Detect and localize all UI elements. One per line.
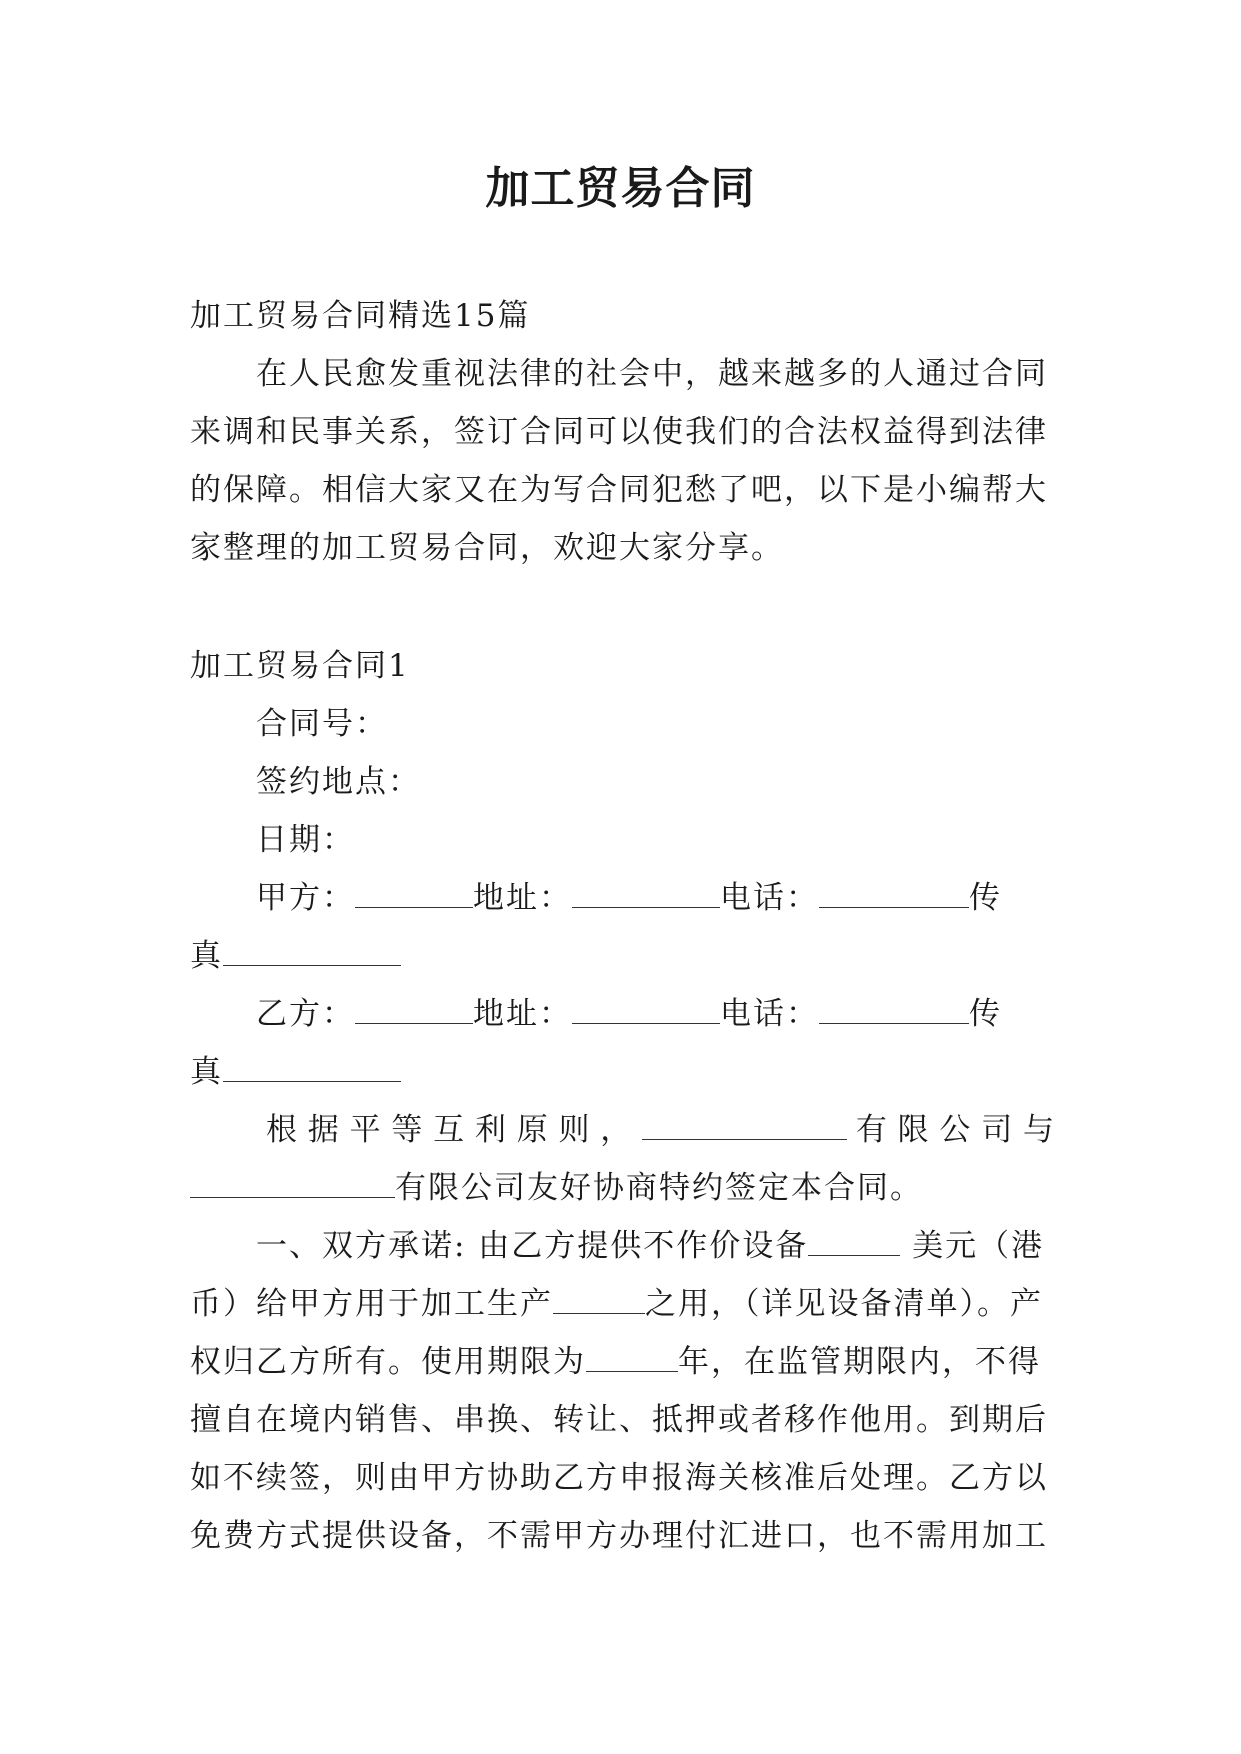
intro-line: 来调和民事关系，签订合同可以使我们的合法权益得到法律	[190, 414, 1048, 450]
party-a-address-label: 地址：	[473, 880, 572, 916]
principle-text: 根据平等互利原则，	[266, 1112, 643, 1148]
years-blank	[586, 1345, 678, 1372]
clause-text: 一、双方承诺: 由乙方提供不作价设备	[256, 1228, 809, 1264]
document-body	[190, 287, 1056, 1565]
party-b-fax-blank	[223, 1055, 401, 1082]
party-b-line	[190, 985, 1056, 1043]
principle-text-end: 有限公司友好协商特约签定本合同。	[395, 1170, 923, 1206]
party-a-phone-label: 电话：	[720, 880, 819, 916]
intro-line: 在人民愈发重视法律的社会中，越来越多的人通过合同	[256, 356, 1048, 392]
section-heading: 加工贸易合同1	[190, 648, 410, 684]
party-b-fax-line	[190, 1043, 1056, 1101]
clause-line	[190, 1217, 1056, 1275]
principle-line	[190, 1101, 1056, 1159]
clause-line: 如不续签，则由甲方协助乙方申报海关核准后处理。乙方以	[190, 1460, 1048, 1496]
party-a-fax-label-cont: 真	[190, 938, 223, 974]
product-blank	[553, 1287, 645, 1314]
contract-number-label: 合同号：	[256, 706, 388, 742]
party-a-address-blank	[572, 881, 720, 908]
party-a-phone-blank	[819, 881, 969, 908]
intro-line: 的保障。相信大家又在为写合同犯愁了吧，以下是小编帮大	[190, 472, 1048, 508]
date-label: 日期：	[256, 822, 355, 858]
party-b-fax-label-cont: 真	[190, 1054, 223, 1090]
company-blank	[190, 1171, 395, 1198]
amount-blank	[808, 1229, 900, 1256]
document-title: 加工贸易合同	[485, 163, 756, 214]
party-b-phone-blank	[819, 997, 969, 1024]
clause-text-cont: 年，在监管期限内，不得	[678, 1344, 1041, 1380]
party-a-fax-line	[190, 927, 1056, 985]
paragraph-gap	[190, 577, 1056, 637]
principle-text-cont: 有限公司与	[847, 1112, 1056, 1148]
clause-text: 权归乙方所有。使用期限为	[190, 1344, 586, 1380]
party-a-line	[190, 869, 1056, 927]
party-b-fax-label: 传	[969, 996, 1002, 1032]
party-a-label: 甲方：	[256, 880, 355, 916]
clause-line: 免费方式提供设备，不需甲方办理付汇进口，也不需用加工	[190, 1518, 1048, 1554]
party-a-fax-blank	[223, 939, 401, 966]
party-b-label: 乙方：	[256, 996, 355, 1032]
principle-line-2	[190, 1159, 1056, 1217]
clause-line	[190, 1333, 1056, 1391]
subtitle: 加工贸易合同精选15篇	[190, 298, 531, 334]
clause-text-cont: 之用，（详见设备清单）。产	[645, 1286, 1043, 1322]
clause-text: 币）给甲方用于加工生产	[190, 1286, 553, 1322]
company-blank	[642, 1113, 847, 1140]
party-b-name-blank	[355, 997, 473, 1024]
party-b-address-blank	[572, 997, 720, 1024]
party-b-phone-label: 电话：	[720, 996, 819, 1032]
clause-line: 擅自在境内销售、串换、转让、抵押或者移作他用。到期后	[190, 1402, 1048, 1438]
party-a-name-blank	[355, 881, 473, 908]
clause-line	[190, 1275, 1056, 1333]
sign-place-label: 签约地点：	[256, 764, 421, 800]
intro-line: 家整理的加工贸易合同，欢迎大家分享。	[190, 530, 784, 566]
clause-text-cont: 美元（港	[900, 1228, 1045, 1264]
party-b-address-label: 地址：	[473, 996, 572, 1032]
party-a-fax-label: 传	[969, 880, 1002, 916]
